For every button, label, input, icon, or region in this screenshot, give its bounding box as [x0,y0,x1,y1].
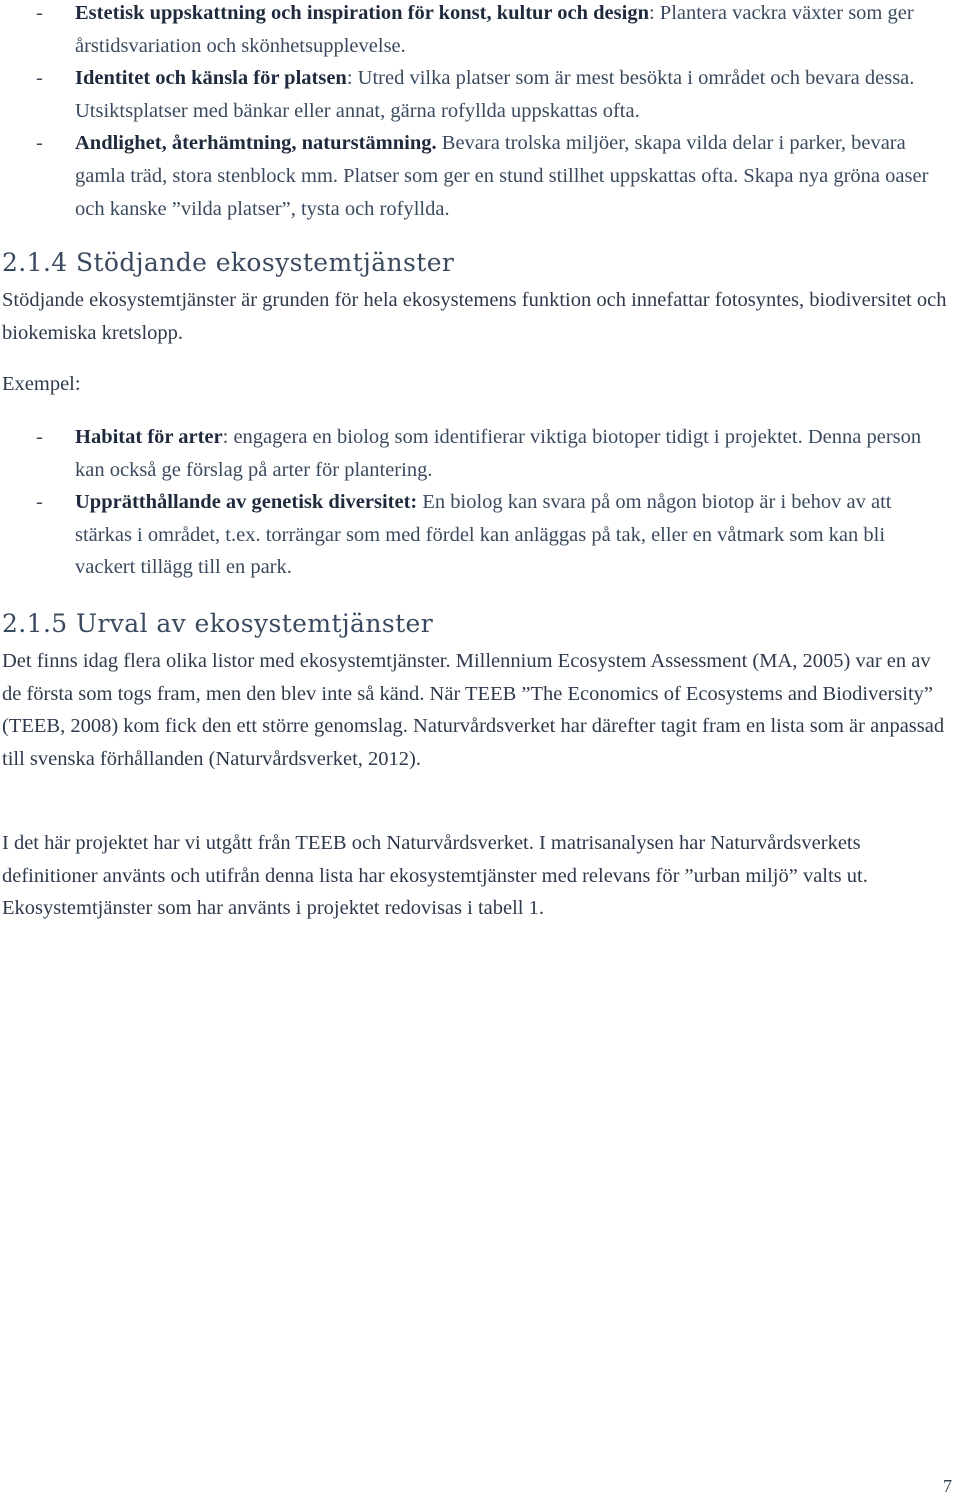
list-bullet: - [36,67,43,90]
list-text: Bevara trolska miljöer, skapa vilda delar i parker, bevara gamla träd, stora stenblock mm. Platser som ger en stund stillhet uppskattas ofta. Skapa nya gröna oaser och kanske ”vilda platser”, tysta och rofyllda. [75,132,929,220]
list-item [0,486,960,584]
section-heading-2-1-5: 2.1.5 Urval av ekosystemtjänster [2,609,434,638]
list-bullet: - [36,426,43,448]
list-bullet: - [36,491,43,514]
page-number: 7 [943,1476,952,1496]
body-paragraph: I det här projektet har vi utgått från TEEB och Naturvårdsverket. I matrisanalysen har Naturvårdsverkets definitioner använts och utifrån denna lista har ekosystemtjänster med relevans för ”urban miljö” valts ut. Ekosystemtjänster som har använts i projektet redovisas i tabell 1. [2,832,868,920]
list-text: En biolog kan svara på om någon biotop är i behov av att stärkas i området, t.ex. torrängar som med fördel kan anläggas på tak, eller en våtmark som kan bli vackert tillägg till en park. [75,491,892,579]
list-bullet: - [36,2,43,24]
list-text: : Utred vilka platser som är mest besökta i området och bevara dessa. Utsiktsplatser med bänkar eller annat, gärna rofyllda uppskattas ofta. [75,67,915,122]
ecosystem-service-list-top [0,0,960,225]
section-intro-paragraph: Stödjande ekosystemtjänster är grunden för hela ekosystemens funktion och innefattar fotosyntes, biodiversitet och biokemiska kretslopp. [2,289,947,344]
list-term: Habitat för arter [75,426,223,448]
list-item [0,62,960,127]
section-heading-2-1-4: 2.1.4 Stödjande ekosystemtjänster [2,248,455,277]
supporting-services-example-list [0,421,960,584]
list-item [0,127,960,225]
list-term: Identitet och känsla för platsen [75,67,347,90]
body-paragraph: Det finns idag flera olika listor med ekosystemtjänster. Millennium Ecosystem Assessment (MA, 2005) var en av de första som togs fram, men den blev inte så känd. När TEEB ”The Economics of Ecosystems and Biodiversity” (TEEB, 2008) kom fick den ett större genomslag. Naturvårdsverket har därefter tagit fram en lista som är anpassad till svenska förhållanden (Naturvårdsverket, 2012). [2,650,945,770]
list-item [0,0,960,62]
list-bullet: - [36,132,43,155]
list-term: Upprätthållande av genetisk diversitet: [75,491,418,514]
list-term: Estetisk uppskattning och inspiration för konst, kultur och design [75,2,649,24]
list-term: Andlighet, återhämtning, naturstämning. [75,132,437,155]
list-item [0,421,960,486]
example-label: Exempel: [2,373,81,395]
list-text: : engagera en biolog som identifierar viktiga biotoper tidigt i projektet. Denna person kan också ge förslag på arter för plantering. [75,426,922,481]
list-text: : Plantera vackra växter som ger årstidsvariation och skönhetsupplevelse. [75,2,914,57]
